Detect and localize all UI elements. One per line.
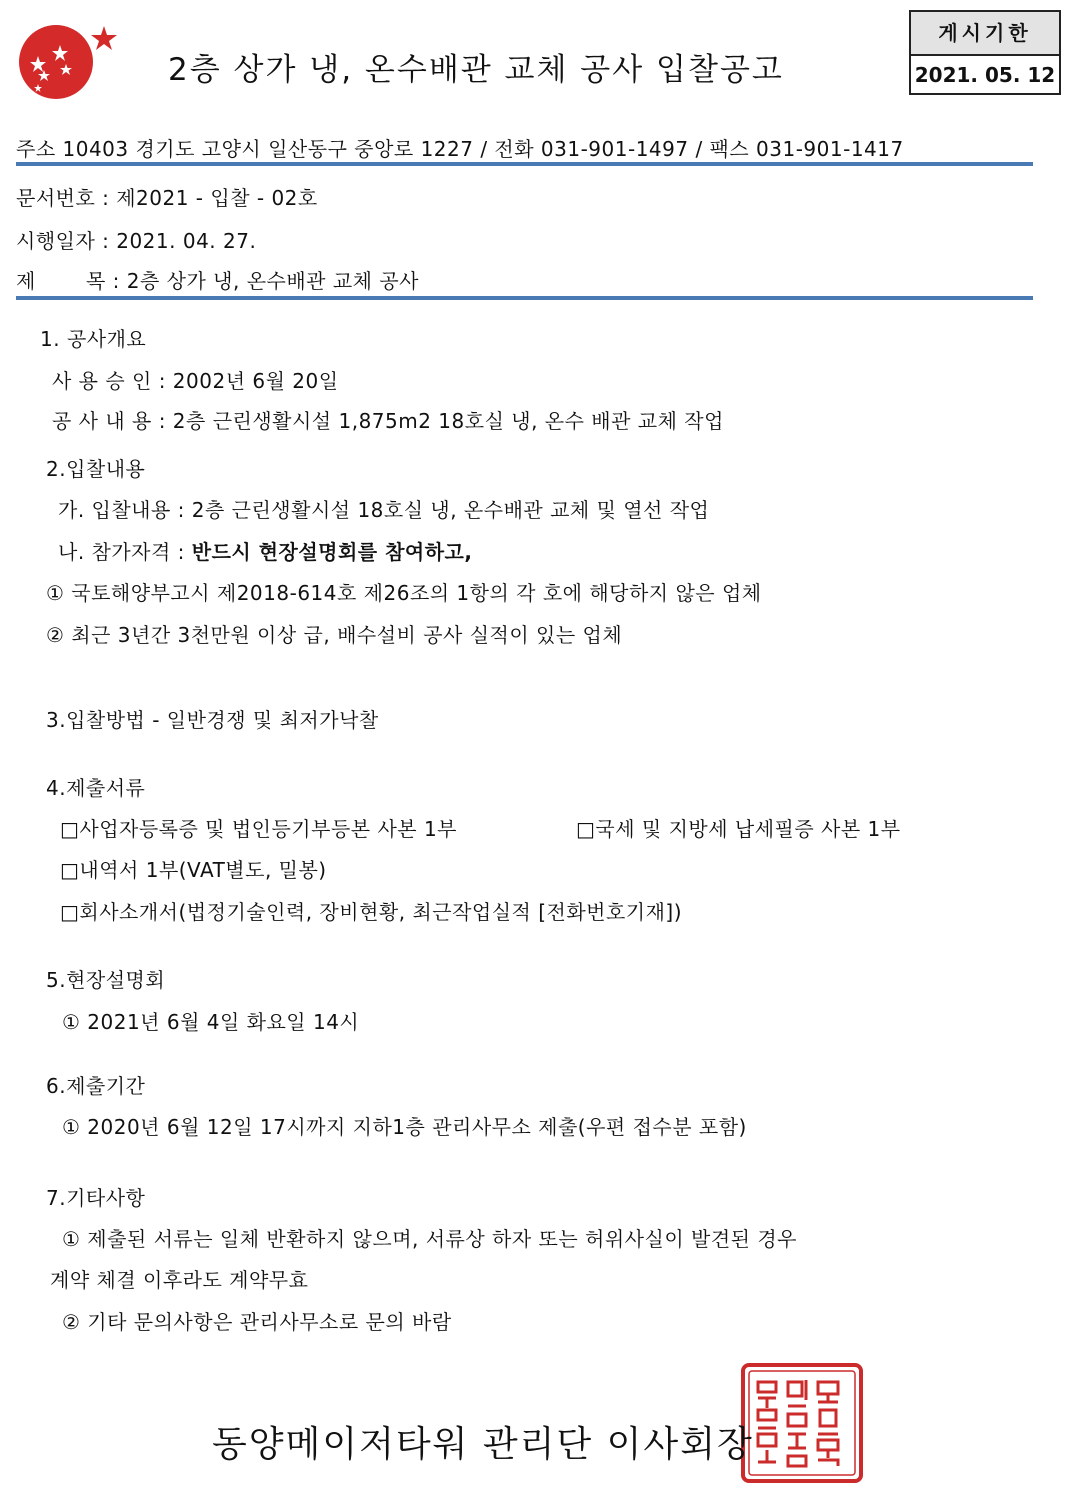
posting-period-date: 2021. 05. 12 — [914, 63, 1056, 87]
section-4-heading: 4.제출서류 — [46, 776, 146, 800]
posting-period-label: 게시기한 — [911, 12, 1059, 56]
document-item: □사업자등록증 및 법인등기부등본 사본 1부 — [60, 817, 457, 841]
qualification-2: ② 최근 3년간 3천만원 이상 급, 배수설비 공사 실적이 있는 업체 — [46, 623, 623, 647]
divider-bottom — [16, 296, 1033, 300]
other-note-2: ② 기타 문의사항은 관리사무소로 문의 바람 — [62, 1310, 452, 1334]
posting-period-box — [909, 10, 1061, 95]
contact-line: 주소 10403 경기도 고양시 일산동구 중앙로 1227 / 전화 031-901-1497 / 팩스 031-901-1417 — [16, 137, 904, 161]
issue-date: 시행일자 : 2021. 04. 27. — [16, 229, 257, 253]
section-2-heading: 2.입찰내용 — [46, 457, 146, 481]
submission-period: ① 2020년 6월 12일 17시까지 지하1층 관리사무소 제출(우편 접수분 포함) — [62, 1115, 747, 1139]
subject-label: 제 — [16, 269, 36, 293]
divider-top — [16, 162, 1033, 166]
section-5-heading: 5.현장설명회 — [46, 968, 166, 992]
site-briefing-date: ① 2021년 6월 4일 화요일 14시 — [62, 1010, 360, 1034]
qualification-1: ① 국토해양부고시 제2018-614호 제26조의 1항의 각 호에 해당하지 않은 업체 — [46, 581, 762, 605]
section-3-heading: 3.입찰방법 - 일반경쟁 및 최저가낙찰 — [46, 708, 379, 732]
official-seal — [740, 1362, 864, 1484]
page-title: 2층 상가 냉, 온수배관 교체 공사 입찰공고 — [168, 52, 784, 88]
other-note-1: ① 제출된 서류는 일체 반환하지 않으며, 서류상 하자 또는 허위사실이 발견된 경우 — [62, 1227, 797, 1251]
document-item: □국세 및 지방세 납세필증 사본 1부 — [576, 817, 901, 841]
qualification-label: 나. 참가자격 : — [58, 540, 192, 564]
qualification — [58, 536, 472, 565]
usage-approval: 사 용 승 인 : 2002년 6월 20일 — [52, 369, 339, 393]
section-1-heading: 1. 공사개요 — [40, 327, 147, 351]
section-6-heading: 6.제출기간 — [46, 1074, 146, 1098]
signer-name: 동양메이저타워 관리단 이사회장 — [212, 1424, 754, 1465]
bid-content: 가. 입찰내용 : 2층 근린생활시설 18호실 냉, 온수배관 교체 및 열선 작업 — [58, 498, 710, 522]
subject: 목 : 2층 상가 냉, 온수배관 교체 공사 — [86, 269, 419, 293]
logo — [16, 18, 120, 100]
doc-number: 문서번호 : 제2021 - 입찰 - 02호 — [16, 186, 318, 210]
other-note-1-cont: 계약 체결 이후라도 계약무효 — [50, 1268, 309, 1292]
qualification-emphasis: 반드시 현장설명회를 참여하고, — [191, 540, 473, 564]
document-item: □회사소개서(법정기술인력, 장비현황, 최근작업실적 [전화번호기재]) — [60, 900, 683, 924]
section-7-heading: 7.기타사항 — [46, 1186, 146, 1210]
work-content: 공 사 내 용 : 2층 근린생활시설 1,875m2 18호실 냉, 온수 배관 교체 작업 — [52, 409, 724, 433]
document-item: □내역서 1부(VAT별도, 밀봉) — [60, 858, 327, 882]
